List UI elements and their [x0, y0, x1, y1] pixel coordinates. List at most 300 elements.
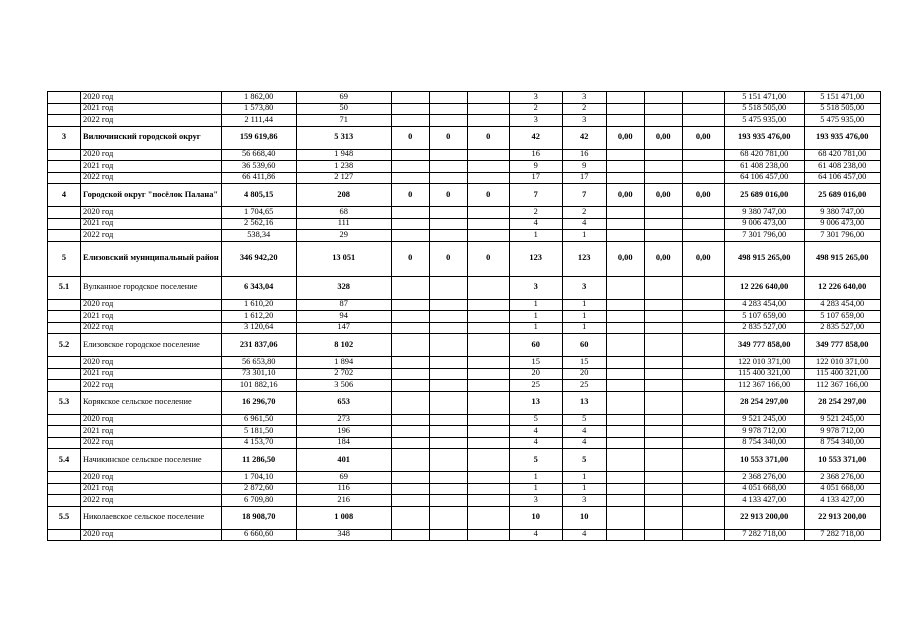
value-cell: 6 709,80 — [221, 495, 296, 507]
value-cell — [429, 276, 467, 299]
value-cell: 9 006 473,00 — [724, 218, 804, 230]
value-cell: 13 — [509, 391, 562, 414]
value-cell: 1 862,00 — [221, 92, 296, 104]
row-number-cell — [48, 368, 81, 380]
value-cell: 112 367 166,00 — [724, 380, 804, 392]
value-cell: 20 — [509, 368, 562, 380]
value-cell — [467, 161, 509, 173]
value-cell: 208 — [296, 184, 391, 207]
value-cell — [606, 103, 644, 115]
value-cell: 0,00 — [644, 126, 682, 149]
value-cell — [467, 495, 509, 507]
value-cell: 1 704,65 — [221, 207, 296, 219]
value-cell — [467, 414, 509, 426]
value-cell — [644, 495, 682, 507]
table-row — [48, 276, 881, 299]
value-cell: 2 — [509, 103, 562, 115]
value-cell: 25 — [509, 380, 562, 392]
value-cell: 71 — [296, 115, 391, 127]
value-cell: 1 — [509, 322, 562, 334]
value-cell: 69 — [296, 472, 391, 484]
row-number-cell: 4 — [48, 184, 81, 207]
value-cell — [644, 414, 682, 426]
value-cell: 1 610,20 — [221, 299, 296, 311]
value-cell — [606, 161, 644, 173]
value-cell: 1 — [562, 472, 606, 484]
row-label-cell: 2020 год — [81, 529, 222, 541]
value-cell: 36 539,60 — [221, 161, 296, 173]
value-cell — [467, 334, 509, 357]
value-cell: 16 — [562, 149, 606, 161]
value-cell: 5 151 471,00 — [804, 92, 880, 104]
value-cell — [391, 161, 429, 173]
row-number-cell — [48, 414, 81, 426]
value-cell — [682, 437, 724, 449]
value-cell — [682, 495, 724, 507]
value-cell: 9 978 712,00 — [804, 426, 880, 438]
value-cell — [391, 322, 429, 334]
value-cell: 184 — [296, 437, 391, 449]
table-row — [48, 495, 881, 507]
value-cell: 273 — [296, 414, 391, 426]
row-label-cell: 2020 год — [81, 472, 222, 484]
value-cell — [467, 311, 509, 323]
value-cell — [644, 483, 682, 495]
value-cell — [644, 380, 682, 392]
value-cell: 1 — [509, 299, 562, 311]
value-cell — [682, 414, 724, 426]
value-cell — [682, 161, 724, 173]
value-cell — [391, 207, 429, 219]
value-cell: 7 301 796,00 — [724, 230, 804, 242]
row-label-cell: Вилючинский городской округ — [81, 126, 222, 149]
value-cell: 498 915 265,00 — [804, 241, 880, 276]
value-cell — [467, 276, 509, 299]
value-cell: 3 — [509, 495, 562, 507]
value-cell: 1 704,10 — [221, 472, 296, 484]
value-cell: 5 107 659,00 — [724, 311, 804, 323]
value-cell — [644, 230, 682, 242]
table-row — [48, 218, 881, 230]
value-cell — [682, 92, 724, 104]
value-cell — [391, 172, 429, 184]
value-cell — [467, 449, 509, 472]
row-label-cell: 2021 год — [81, 368, 222, 380]
row-label-cell: 2021 год — [81, 311, 222, 323]
value-cell — [644, 437, 682, 449]
value-cell: 56 668,40 — [221, 149, 296, 161]
value-cell: 64 106 457,00 — [724, 172, 804, 184]
value-cell — [429, 380, 467, 392]
value-cell — [682, 483, 724, 495]
value-cell — [391, 449, 429, 472]
row-label-cell: Елизовский муниципальный район — [81, 241, 222, 276]
value-cell — [429, 149, 467, 161]
value-cell: 0 — [391, 241, 429, 276]
row-number-cell — [48, 92, 81, 104]
table-row — [48, 334, 881, 357]
value-cell: 4 — [562, 218, 606, 230]
value-cell — [467, 322, 509, 334]
value-cell — [644, 426, 682, 438]
value-cell: 9 — [562, 161, 606, 173]
value-cell — [467, 172, 509, 184]
value-cell — [606, 92, 644, 104]
value-cell — [682, 311, 724, 323]
row-number-cell: 5.3 — [48, 391, 81, 414]
value-cell — [606, 334, 644, 357]
value-cell: 231 837,06 — [221, 334, 296, 357]
value-cell: 5 107 659,00 — [804, 311, 880, 323]
value-cell — [467, 299, 509, 311]
row-label-cell: 2022 год — [81, 322, 222, 334]
value-cell: 2 — [562, 103, 606, 115]
row-number-cell — [48, 299, 81, 311]
value-cell: 6 961,50 — [221, 414, 296, 426]
value-cell — [467, 426, 509, 438]
value-cell: 7 301 796,00 — [804, 230, 880, 242]
value-cell — [644, 115, 682, 127]
value-cell — [606, 230, 644, 242]
value-cell: 25 — [562, 380, 606, 392]
value-cell — [429, 299, 467, 311]
value-cell — [391, 437, 429, 449]
value-cell: 3 — [509, 92, 562, 104]
row-label-cell: Городской округ "посёлок Палана" — [81, 184, 222, 207]
value-cell: 1 — [509, 483, 562, 495]
value-cell: 4 133 427,00 — [724, 495, 804, 507]
value-cell — [606, 322, 644, 334]
table-row — [48, 161, 881, 173]
value-cell: 25 689 016,00 — [804, 184, 880, 207]
value-cell: 68 420 781,00 — [724, 149, 804, 161]
value-cell: 6 343,04 — [221, 276, 296, 299]
value-cell — [644, 368, 682, 380]
value-cell: 2 872,60 — [221, 483, 296, 495]
value-cell — [467, 368, 509, 380]
value-cell: 4 051 668,00 — [804, 483, 880, 495]
table-row — [48, 426, 881, 438]
value-cell — [644, 506, 682, 529]
table-row — [48, 380, 881, 392]
value-cell: 5 475 935,00 — [804, 115, 880, 127]
document-page — [47, 91, 881, 541]
row-number-cell — [48, 207, 81, 219]
value-cell — [644, 311, 682, 323]
value-cell: 0,00 — [644, 241, 682, 276]
row-number-cell — [48, 426, 81, 438]
value-cell: 61 408 238,00 — [724, 161, 804, 173]
value-cell: 2 — [509, 207, 562, 219]
value-cell: 42 — [562, 126, 606, 149]
table-row — [48, 357, 881, 369]
row-label-cell: 2021 год — [81, 426, 222, 438]
value-cell: 15 — [562, 357, 606, 369]
value-cell — [606, 472, 644, 484]
value-cell — [644, 207, 682, 219]
table-row — [48, 311, 881, 323]
table-row — [48, 529, 881, 541]
value-cell — [391, 483, 429, 495]
value-cell — [429, 322, 467, 334]
table-row — [48, 391, 881, 414]
value-cell — [606, 276, 644, 299]
value-cell: 0 — [429, 241, 467, 276]
value-cell: 4 — [562, 426, 606, 438]
value-cell: 18 908,70 — [221, 506, 296, 529]
value-cell: 61 408 238,00 — [804, 161, 880, 173]
table-row — [48, 241, 881, 276]
value-cell — [644, 218, 682, 230]
value-cell — [391, 495, 429, 507]
value-cell: 123 — [562, 241, 606, 276]
value-cell — [606, 357, 644, 369]
value-cell — [467, 472, 509, 484]
value-cell: 1 — [509, 472, 562, 484]
value-cell — [429, 529, 467, 541]
table-row — [48, 437, 881, 449]
row-label-cell: 2022 год — [81, 172, 222, 184]
row-label-cell: Николаевское сельское поселение — [81, 506, 222, 529]
value-cell: 5 151 471,00 — [724, 92, 804, 104]
row-label-cell: 2022 год — [81, 230, 222, 242]
value-cell: 3 — [562, 115, 606, 127]
value-cell: 28 254 297,00 — [804, 391, 880, 414]
value-cell: 5 — [509, 414, 562, 426]
value-cell: 0,00 — [682, 184, 724, 207]
row-number-cell — [48, 230, 81, 242]
row-label-cell: 2020 год — [81, 149, 222, 161]
value-cell — [606, 529, 644, 541]
value-cell — [682, 218, 724, 230]
value-cell — [391, 149, 429, 161]
value-cell: 5 518 505,00 — [724, 103, 804, 115]
row-label-cell: 2021 год — [81, 161, 222, 173]
row-label-cell: 2020 год — [81, 92, 222, 104]
value-cell: 1 — [509, 311, 562, 323]
value-cell — [429, 115, 467, 127]
value-cell: 50 — [296, 103, 391, 115]
value-cell: 0 — [391, 126, 429, 149]
value-cell: 1 612,20 — [221, 311, 296, 323]
row-number-cell — [48, 149, 81, 161]
value-cell: 5 — [562, 449, 606, 472]
value-cell: 147 — [296, 322, 391, 334]
value-cell: 4 — [509, 529, 562, 541]
row-number-cell: 5 — [48, 241, 81, 276]
value-cell — [682, 449, 724, 472]
value-cell: 116 — [296, 483, 391, 495]
value-cell — [391, 426, 429, 438]
row-number-cell — [48, 161, 81, 173]
row-number-cell — [48, 529, 81, 541]
value-cell: 9 380 747,00 — [804, 207, 880, 219]
value-cell: 5 — [509, 449, 562, 472]
value-cell — [467, 506, 509, 529]
value-cell: 193 935 476,00 — [724, 126, 804, 149]
value-cell: 8 754 340,00 — [804, 437, 880, 449]
value-cell — [644, 357, 682, 369]
value-cell — [467, 207, 509, 219]
value-cell: 5 475 935,00 — [724, 115, 804, 127]
row-label-cell: 2022 год — [81, 380, 222, 392]
value-cell — [429, 472, 467, 484]
value-cell — [429, 230, 467, 242]
value-cell: 0 — [467, 184, 509, 207]
row-label-cell: Начикинское сельское поселение — [81, 449, 222, 472]
value-cell: 28 254 297,00 — [724, 391, 804, 414]
value-cell: 9 521 245,00 — [724, 414, 804, 426]
value-cell — [682, 472, 724, 484]
value-cell — [467, 357, 509, 369]
value-cell: 4 153,70 — [221, 437, 296, 449]
value-cell: 3 — [509, 115, 562, 127]
row-number-cell — [48, 472, 81, 484]
value-cell: 94 — [296, 311, 391, 323]
value-cell — [429, 449, 467, 472]
value-cell: 0 — [467, 241, 509, 276]
value-cell: 25 689 016,00 — [724, 184, 804, 207]
value-cell — [682, 506, 724, 529]
value-cell: 3 120,64 — [221, 322, 296, 334]
value-cell: 3 — [562, 276, 606, 299]
row-number-cell — [48, 172, 81, 184]
table-row — [48, 472, 881, 484]
value-cell — [644, 172, 682, 184]
value-cell — [682, 103, 724, 115]
value-cell: 13 051 — [296, 241, 391, 276]
table-row — [48, 126, 881, 149]
value-cell — [682, 391, 724, 414]
value-cell: 2 368 276,00 — [724, 472, 804, 484]
value-cell — [606, 368, 644, 380]
value-cell: 101 882,16 — [221, 380, 296, 392]
value-cell: 3 — [562, 495, 606, 507]
value-cell — [682, 529, 724, 541]
value-cell: 348 — [296, 529, 391, 541]
row-label-cell: 2022 год — [81, 437, 222, 449]
value-cell: 216 — [296, 495, 391, 507]
value-cell — [644, 161, 682, 173]
value-cell — [682, 380, 724, 392]
row-number-cell — [48, 380, 81, 392]
value-cell: 3 506 — [296, 380, 391, 392]
value-cell — [644, 322, 682, 334]
value-cell — [682, 334, 724, 357]
value-cell: 1 — [562, 483, 606, 495]
table-row — [48, 299, 881, 311]
value-cell: 64 106 457,00 — [804, 172, 880, 184]
value-cell: 3 — [562, 92, 606, 104]
row-number-cell — [48, 115, 81, 127]
row-label-cell: Вулканное городское поселение — [81, 276, 222, 299]
row-number-cell: 5.1 — [48, 276, 81, 299]
value-cell: 10 553 371,00 — [804, 449, 880, 472]
value-cell: 9 006 473,00 — [804, 218, 880, 230]
value-cell — [644, 472, 682, 484]
row-number-cell — [48, 437, 81, 449]
value-cell: 115 400 321,00 — [804, 368, 880, 380]
value-cell: 1 — [562, 322, 606, 334]
table-row — [48, 483, 881, 495]
value-cell — [467, 218, 509, 230]
value-cell — [467, 115, 509, 127]
value-cell — [606, 414, 644, 426]
value-cell: 11 286,50 — [221, 449, 296, 472]
table-row — [48, 368, 881, 380]
value-cell — [644, 529, 682, 541]
table-row — [48, 92, 881, 104]
row-number-cell: 5.2 — [48, 334, 81, 357]
value-cell — [391, 529, 429, 541]
value-cell — [606, 483, 644, 495]
value-cell: 0,00 — [606, 126, 644, 149]
value-cell: 9 978 712,00 — [724, 426, 804, 438]
value-cell: 5 518 505,00 — [804, 103, 880, 115]
value-cell: 9 521 245,00 — [804, 414, 880, 426]
value-cell: 0 — [429, 184, 467, 207]
value-cell — [606, 391, 644, 414]
value-cell — [606, 115, 644, 127]
value-cell: 2 562,16 — [221, 218, 296, 230]
value-cell: 15 — [509, 357, 562, 369]
row-label-cell: 2021 год — [81, 103, 222, 115]
value-cell — [391, 92, 429, 104]
value-cell — [391, 230, 429, 242]
value-cell — [682, 172, 724, 184]
value-cell — [429, 368, 467, 380]
value-cell: 9 380 747,00 — [724, 207, 804, 219]
value-cell — [644, 449, 682, 472]
value-cell — [606, 149, 644, 161]
value-cell — [391, 103, 429, 115]
value-cell — [606, 426, 644, 438]
value-cell — [606, 495, 644, 507]
value-cell — [467, 149, 509, 161]
row-label-cell: 2021 год — [81, 218, 222, 230]
value-cell: 4 — [509, 218, 562, 230]
value-cell: 2 127 — [296, 172, 391, 184]
value-cell: 4 805,15 — [221, 184, 296, 207]
value-cell: 1 894 — [296, 357, 391, 369]
data-table — [47, 91, 881, 541]
value-cell: 349 777 858,00 — [804, 334, 880, 357]
table-row — [48, 449, 881, 472]
row-number-cell — [48, 483, 81, 495]
value-cell — [429, 426, 467, 438]
value-cell: 66 411,86 — [221, 172, 296, 184]
value-cell: 349 777 858,00 — [724, 334, 804, 357]
value-cell — [644, 391, 682, 414]
row-number-cell: 5.5 — [48, 506, 81, 529]
value-cell — [467, 103, 509, 115]
value-cell: 0 — [429, 126, 467, 149]
value-cell — [606, 172, 644, 184]
value-cell — [429, 495, 467, 507]
table-row — [48, 322, 881, 334]
value-cell — [391, 506, 429, 529]
value-cell: 10 553 371,00 — [724, 449, 804, 472]
value-cell — [644, 276, 682, 299]
value-cell: 2 835 527,00 — [804, 322, 880, 334]
value-cell: 193 935 476,00 — [804, 126, 880, 149]
value-cell: 112 367 166,00 — [804, 380, 880, 392]
row-number-cell: 3 — [48, 126, 81, 149]
value-cell: 115 400 321,00 — [724, 368, 804, 380]
value-cell: 0 — [467, 126, 509, 149]
table-row — [48, 207, 881, 219]
row-number-cell — [48, 103, 81, 115]
